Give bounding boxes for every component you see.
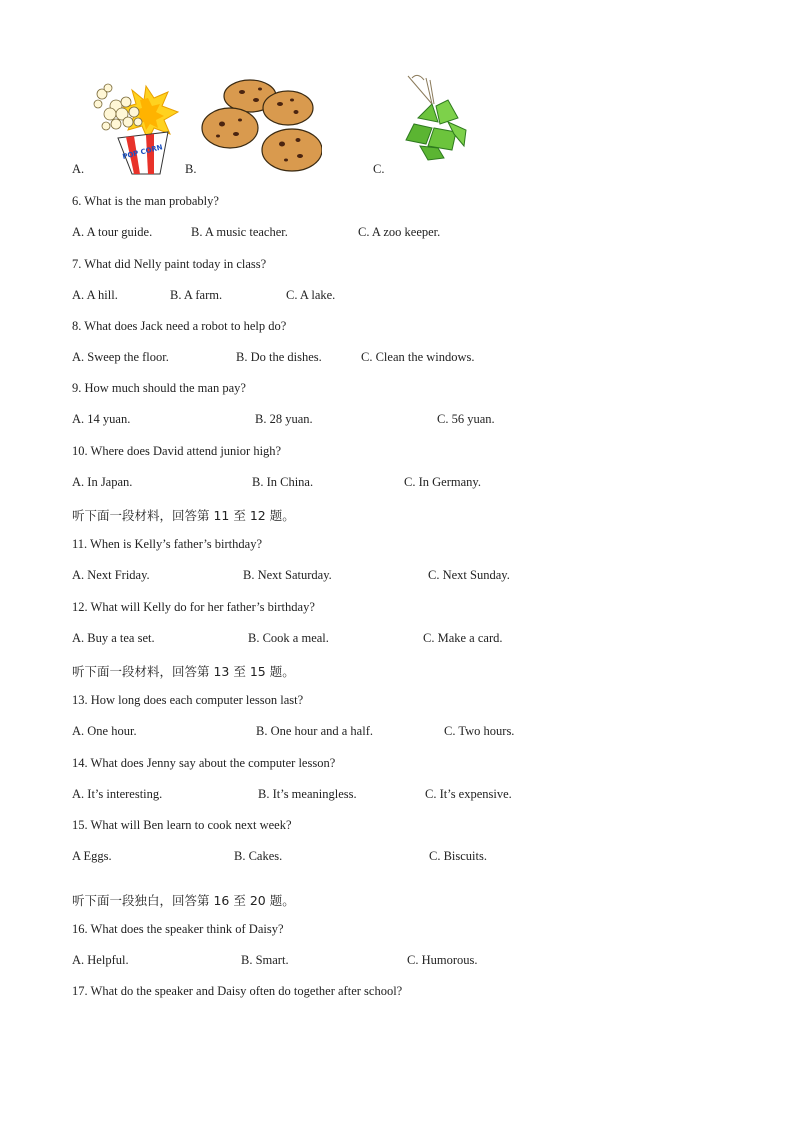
option-8c: C. Clean the windows. [361,350,475,364]
option-11c: C. Next Sunday. [428,568,510,582]
question-12: 12. What will Kelly do for her father’s birthday? [72,600,315,614]
question-13: 13. How long does each computer lesson last? [72,693,304,707]
option-15b: B. Cakes. [234,849,283,863]
option-13a: A. One hour. [72,724,137,738]
section-heading-13-15: 听下面一段材料，回答第 13 至 15 题。 [72,664,295,679]
question-9: 9. How much should the man pay? [72,381,246,395]
option-7b: B. A farm. [170,288,223,302]
option-6c: C. A zoo keeper. [358,225,441,239]
option-12b: B. Cook a meal. [248,631,329,645]
cookies-icon [200,78,322,174]
option-16b: B. Smart. [241,953,289,967]
zongzi-icon [398,74,474,166]
option-7a: A. A hill. [72,288,118,302]
option-12a: A. Buy a tea set. [72,631,155,645]
option-b-label: B. [185,162,197,176]
section-heading-11-12: 听下面一段材料，回答第 11 至 12 题。 [72,508,295,523]
option-8a: A. Sweep the floor. [72,350,169,364]
option-7c: C. A lake. [286,288,336,302]
option-12c: C. Make a card. [423,631,503,645]
section-heading-16-20: 听下面一段独白，回答第 16 至 20 题。 [72,893,295,908]
option-13b: B. One hour and a half. [256,724,373,738]
option-10b: B. In China. [252,475,314,489]
option-10a: A. In Japan. [72,475,133,489]
option-8b: B. Do the dishes. [236,350,322,364]
option-13c: C. Two hours. [444,724,515,738]
question-10: 10. Where does David attend junior high? [72,444,282,458]
question-7: 7. What did Nelly paint today in class? [72,257,267,271]
option-14c: C. It’s expensive. [425,787,512,801]
question-8: 8. What does Jack need a robot to help do? [72,319,287,333]
option-11a: A. Next Friday. [72,568,150,582]
question-14: 14. What does Jenny say about the computer lesson? [72,756,336,770]
option-9b: B. 28 yuan. [255,412,313,426]
option-16a: A. Helpful. [72,953,129,967]
option-6b: B. A music teacher. [191,225,288,239]
option-11b: B. Next Saturday. [243,568,332,582]
option-9c: C. 56 yuan. [437,412,495,426]
option-14b: B. It’s meaningless. [258,787,357,801]
question-16: 16. What does the speaker think of Daisy? [72,922,284,936]
option-c-label: C. [373,162,385,176]
popcorn-box-text: POP CORN [121,143,164,161]
popcorn-icon [88,78,184,176]
question-17: 17. What do the speaker and Daisy often do together after school? [72,984,403,998]
option-15c: C. Biscuits. [429,849,487,863]
option-16c: C. Humorous. [407,953,478,967]
question-11: 11. When is Kelly’s father’s birthday? [72,537,263,551]
question-15: 15. What will Ben learn to cook next week? [72,818,292,832]
option-15a: A Eggs. [72,849,112,863]
question-6: 6. What is the man probably? [72,194,219,208]
option-6a: A. A tour guide. [72,225,153,239]
option-10c: C. In Germany. [404,475,481,489]
option-14a: A. It’s interesting. [72,787,163,801]
option-9a: A. 14 yuan. [72,412,131,426]
option-a-label: A. [72,162,85,176]
